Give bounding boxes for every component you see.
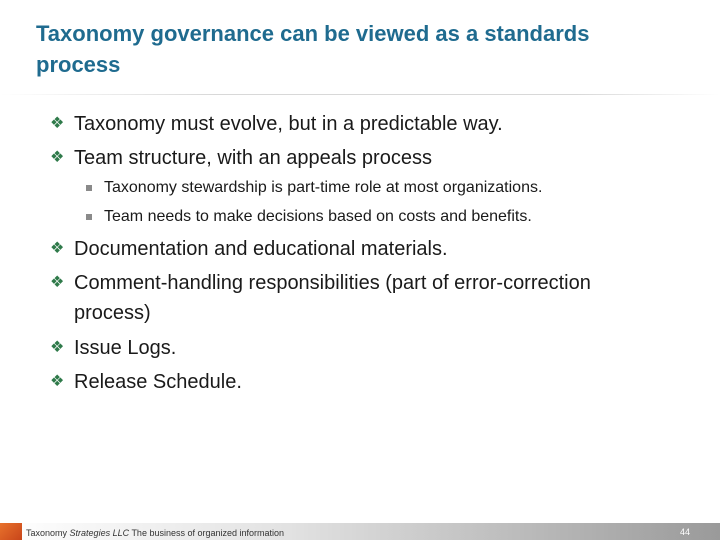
bullet-text: Taxonomy must evolve, but in a predictable way. [74, 113, 503, 135]
bullet-text: Documentation and educational materials. [74, 238, 448, 260]
diamond-bullet-icon: ❖ [50, 115, 65, 132]
diamond-bullet-icon: ❖ [50, 339, 65, 356]
diamond-bullet-icon: ❖ [50, 149, 65, 166]
diamond-bullet-icon: ❖ [50, 373, 65, 390]
slide-title: Taxonomy governance can be viewed as a standards process [36, 21, 590, 77]
sub-bullet-item [86, 175, 686, 201]
bullet-item [50, 268, 610, 328]
footer-company-name: Strategies LLC [69, 528, 130, 538]
diamond-bullet-icon: ❖ [50, 274, 65, 291]
footer-caption [26, 527, 284, 539]
sub-bullet-item [86, 204, 686, 230]
bullet-item [50, 143, 650, 173]
footer-company-prefix: Taxonomy [26, 528, 68, 538]
bullet-item [50, 367, 650, 397]
page-number: 44 [679, 527, 690, 537]
sub-bullet-text: Taxonomy stewardship is part-time role at most organizations. [104, 179, 543, 196]
bullet-text: Comment-handling responsibilities (part of error-correction process) [74, 272, 591, 324]
diamond-bullet-icon: ❖ [50, 240, 65, 257]
sub-bullet-text: Team needs to make decisions based on costs and benefits. [104, 208, 532, 225]
footer-tagline: The business of organized information [131, 528, 285, 538]
bullet-text: Team structure, with an appeals process [74, 147, 432, 169]
square-bullet-icon [86, 214, 92, 220]
bullet-item [50, 333, 650, 363]
header-divider [0, 94, 720, 95]
company-logo-icon [0, 523, 22, 540]
bullet-text: Issue Logs. [74, 337, 177, 359]
bullet-item [50, 109, 650, 139]
square-bullet-icon [86, 185, 92, 191]
bullet-item [50, 234, 650, 264]
bullet-text: Release Schedule. [74, 371, 242, 393]
